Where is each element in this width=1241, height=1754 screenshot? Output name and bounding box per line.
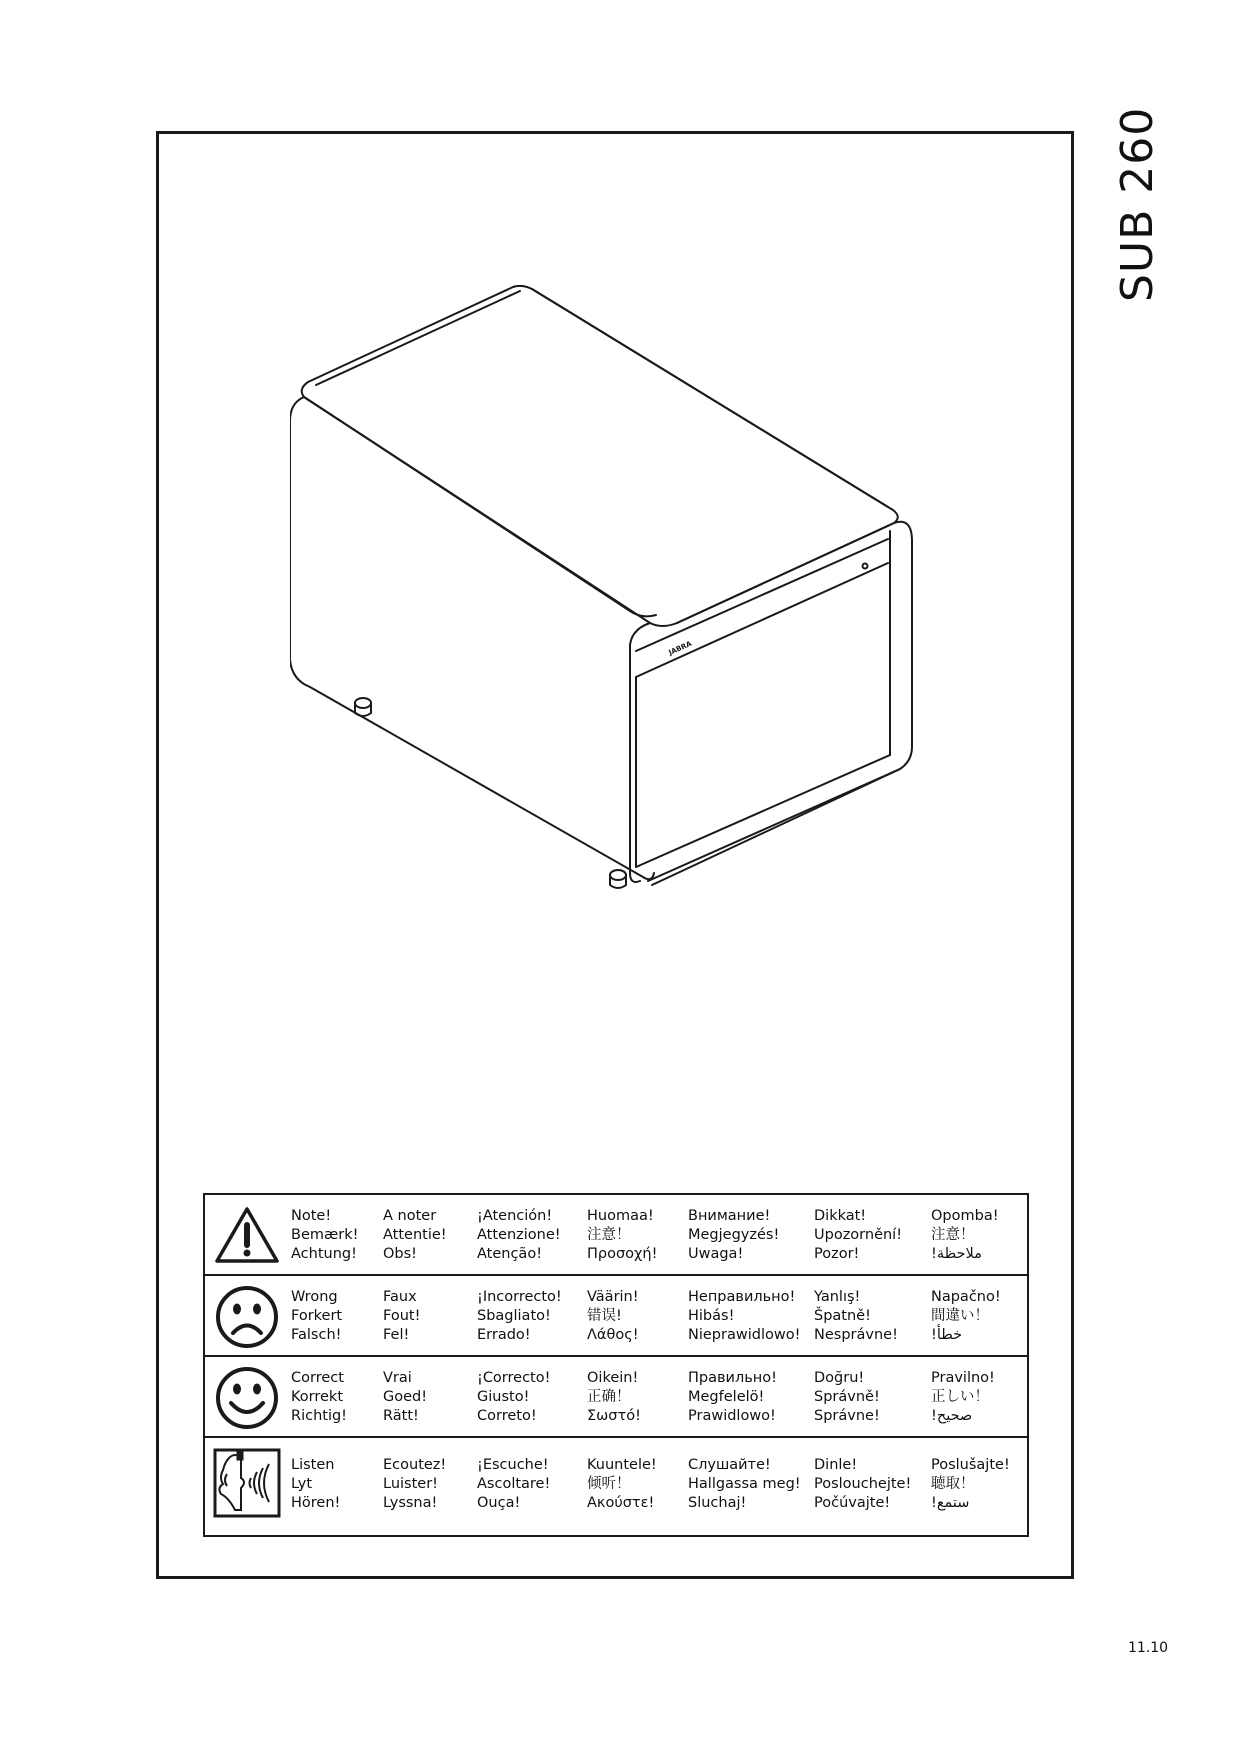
legend-cell: Huomaa! 注意！ Προσοχή! <box>587 1208 658 1262</box>
legend-cell: Pravilno! 正しい！ !صحيح <box>931 1370 995 1424</box>
legend-cell: Неправильно! Hibás! Nieprawidlowo! <box>688 1289 801 1343</box>
legend-cell: Faux Fout! Fel! <box>383 1289 421 1343</box>
legend-cell: Vrai Goed! Rätt! <box>383 1370 428 1424</box>
sad-face-icon <box>211 1282 283 1352</box>
legend-cell: ¡Escuche! Ascoltare! Ouça! <box>477 1457 551 1511</box>
legend-row-listen <box>205 1438 1027 1535</box>
symbol-legend <box>203 1193 1029 1537</box>
legend-cell: Oikein! 正确！ Σωστό! <box>587 1370 641 1424</box>
legend-cell: Listen Lyt Hören! <box>291 1457 341 1511</box>
legend-row-note <box>205 1195 1027 1276</box>
legend-cell: ¡Incorrecto! Sbagliato! Errado! <box>477 1289 562 1343</box>
legend-cell: Ecoutez! Luister! Lyssna! <box>383 1457 447 1511</box>
legend-cell: Correct Korrekt Richtig! <box>291 1370 347 1424</box>
legend-cell: Правильно! Megfelelö! Prawidlowo! <box>688 1370 777 1424</box>
legend-cell: Yanlış! Špatně! Nesprávne! <box>814 1289 898 1343</box>
listening-ear-icon <box>211 1448 283 1518</box>
legend-cell: Note! Bemærk! Achtung! <box>291 1208 359 1262</box>
legend-cell: Wrong Forkert Falsch! <box>291 1289 343 1343</box>
legend-cell: ¡Correcto! Giusto! Correto! <box>477 1370 551 1424</box>
product-drawing <box>290 285 920 935</box>
legend-cell: Kuuntele! 倾听！ Ακούστε! <box>587 1457 657 1511</box>
page-number: 11.10 <box>1128 1640 1169 1656</box>
product-code: SUB 260 <box>1112 106 1163 302</box>
legend-cell: Doğru! Správně! Správne! <box>814 1370 880 1424</box>
legend-cell: Dinle! Poslouchejte! Počúvajte! <box>814 1457 912 1511</box>
legend-row-wrong <box>205 1276 1027 1357</box>
legend-cell: Слушайте! Hallgassa meg! Sluchaj! <box>688 1457 801 1511</box>
legend-cell: Внимание! Megjegyzés! Uwaga! <box>688 1208 780 1262</box>
legend-cell: A noter Attentie! Obs! <box>383 1208 447 1262</box>
happy-face-icon <box>211 1363 283 1433</box>
brand-logo: JABRA <box>667 639 693 657</box>
legend-row-correct <box>205 1357 1027 1438</box>
legend-cell: Poslušajte! 聴取！ !ستمع <box>931 1457 1010 1511</box>
warning-triangle-icon <box>211 1201 283 1271</box>
legend-cell: ¡Atención! Attenzione! Atenção! <box>477 1208 561 1262</box>
legend-cell: Väärin! 错误! Λάθος! <box>587 1289 639 1343</box>
legend-cell: Napačno! 間違い！ !خطأ <box>931 1289 1001 1343</box>
legend-cell: Dikkat! Upozornění! Pozor! <box>814 1208 903 1262</box>
legend-cell: Opomba! 注意！ !ملاحظة <box>931 1208 999 1262</box>
